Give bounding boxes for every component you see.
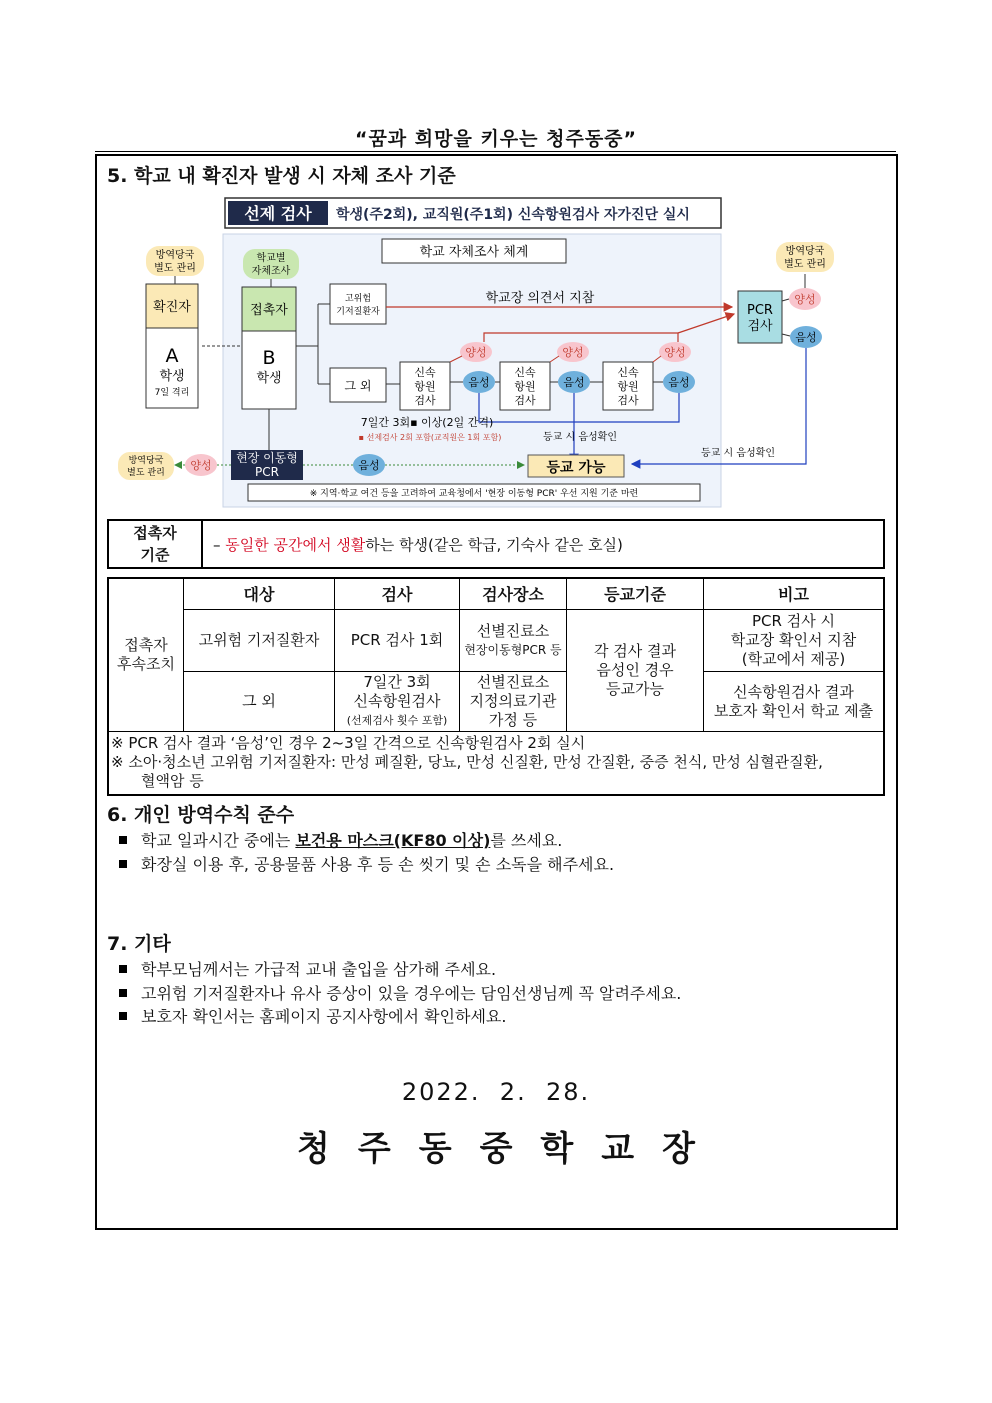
svg-text:고위험: 고위험: [344, 294, 372, 304]
a-student: 학생: [159, 369, 185, 384]
banner-tag: 선제 검사: [244, 204, 312, 223]
school-slogan: “꿈과 희망을 키우는 청주동중”: [354, 128, 638, 150]
section7-bullet-2: 고위험 기저질환자나 유사 증상이 있을 경우에는 담임선생님께 꼭 알려주세요.: [119, 981, 681, 1004]
svg-text:학교별: 학교별: [256, 253, 286, 264]
confirmed-label: 확진자: [153, 300, 191, 315]
criteria-highlight: 동일한 공간에서 생활: [225, 535, 366, 554]
negative-2: 음성: [563, 376, 585, 389]
svg-text:신속: 신속: [617, 366, 639, 379]
svg-text:별도 관리: 별도 관리: [784, 259, 826, 270]
svg-text:자체조사: 자체조사: [251, 266, 291, 277]
seven-days: 7일간 3회▪ 이상(2일 간격): [360, 416, 494, 429]
left-health-l1: 방역당국: [155, 250, 195, 261]
left-health-l2: 별도 관리: [154, 263, 196, 274]
header-target: 대상: [184, 578, 335, 610]
r2-target: 그 외: [184, 672, 335, 732]
section5-title: 5. 학교 내 확진자 발생 시 자체 조사 기준: [107, 165, 456, 187]
contact-criteria-label: 접촉자 기준: [108, 520, 202, 568]
svg-text:별도 관리: 별도 관리: [127, 468, 165, 478]
followup-table: [107, 577, 885, 796]
svg-text:기저질환자: 기저질환자: [336, 307, 380, 317]
header-place: 검사장소: [460, 578, 567, 610]
header-note: 비고: [704, 578, 885, 610]
negative-3: 음성: [668, 376, 690, 389]
a-isolation: 7일 격리: [154, 388, 190, 398]
bullet-square-icon: [119, 1012, 127, 1020]
r2-test: 7일간 3회 신속항원검사 (선제검사 횟수 포함): [335, 672, 460, 732]
r2-place: 선별진료소 지정의료기관 가정 등: [460, 672, 567, 732]
r2-note: 신속항원검사 결과 보호자 확인서 학교 제출: [704, 672, 885, 732]
principal-signature: 청주동중학교장: [297, 1129, 723, 1169]
svg-text:검사: 검사: [617, 394, 639, 407]
svg-text:항원: 항원: [514, 380, 536, 393]
attend-ok: 등교 가능: [546, 460, 606, 476]
preemptive-test-banner: [225, 198, 721, 228]
header-criteria: 등교기준: [567, 578, 704, 610]
self-investigation-diagram: [112, 194, 842, 516]
header-test: 검사: [335, 578, 460, 610]
svg-text:음성: 음성: [795, 331, 817, 344]
svg-text:PCR: PCR: [255, 465, 279, 479]
header-rule: [95, 151, 896, 152]
rapid-test-3: [603, 362, 653, 410]
b-letter: B: [262, 347, 276, 369]
figure-footnote: ※ 지역·학교 여건 등을 고려하여 교육청에서 '현장 이동형 PCR' 우선 지원 기준 마련: [309, 489, 639, 499]
svg-text:신속: 신속: [414, 366, 436, 379]
svg-text:방역당국: 방역당국: [128, 456, 164, 466]
bullet-square-icon: [119, 989, 127, 997]
svg-text:항원: 항원: [414, 380, 436, 393]
banner-text: 학생(주2회), 교직원(주1회) 신속항원검사 자가진단 실시: [336, 207, 690, 223]
b-student: 학생: [256, 371, 282, 386]
r1-note: PCR 검사 시 학교장 확인서 지참 (학교에서 제공): [704, 610, 885, 672]
svg-text:양성: 양성: [465, 346, 487, 359]
svg-text:검사: 검사: [414, 394, 436, 407]
rapid-test-2: [500, 362, 550, 410]
a-letter: A: [165, 345, 179, 367]
section7-bullet-3: 보호자 확인서는 홈페이지 공지사항에서 확인하세요.: [119, 1004, 506, 1027]
r-criteria: 각 검사 결과 음성인 경우 등교가능: [567, 610, 704, 732]
svg-text:양성: 양성: [664, 346, 686, 359]
others-label: 그 외: [344, 379, 372, 393]
r1-test: PCR 검사 1회: [335, 610, 460, 672]
negative-1: 음성: [468, 376, 490, 389]
system-title: 학교 자체조사 체계: [419, 245, 529, 260]
bullet-square-icon: [119, 965, 127, 973]
principal-note: 학교장 의견서 지참: [485, 291, 595, 306]
svg-text:양성: 양성: [190, 459, 212, 472]
svg-text:양성: 양성: [562, 346, 584, 359]
svg-text:항원: 항원: [617, 380, 639, 393]
svg-text:양성: 양성: [794, 293, 816, 306]
r1-place: 선별진료소 현장이동형PCR 등: [460, 610, 567, 672]
svg-text:신속: 신속: [514, 366, 536, 379]
confirm-negative-1: 등교 시 음성확인: [543, 432, 617, 443]
svg-text:현장 이동형: 현장 이동형: [236, 451, 298, 465]
rapid-test-1: [400, 362, 450, 410]
svg-text:음성: 음성: [358, 459, 380, 472]
followup-row-label: 접촉자 후속조치: [108, 578, 184, 732]
section6-bullet-2: 화장실 이용 후, 공용물품 사용 후 등 손 씻기 및 손 소독을 해주세요.: [119, 852, 614, 875]
svg-text:검사: 검사: [514, 394, 536, 407]
bullet-square-icon: [119, 860, 127, 868]
r1-target: 고위험 기저질환자: [184, 610, 335, 672]
bullet-square-icon: [119, 836, 127, 844]
svg-text:방역당국: 방역당국: [785, 246, 825, 257]
section7-bullet-1: 학부모님께서는 가급적 교내 출입을 삼가해 주세요.: [119, 957, 496, 980]
svg-text:검사: 검사: [747, 319, 773, 334]
preemptive-included: ▪ 선제검사 2회 포함(교직원은 1회 포함): [358, 433, 502, 442]
contact-criteria-text: – 동일한 공간에서 생활하는 학생(같은 학급, 기숙사 같은 호실): [202, 520, 884, 568]
contact-criteria-box: [107, 519, 885, 569]
table-notes: ※ PCR 검사 결과 ‘음성’인 경우 2~3일 간격으로 신속항원검사 2회 실시 ※ 소아·청소년 고위험 기저질환자: 만성 폐질환, 당뇨, 만성 신질환, 만성 간질환, 중증 천식, 만성 심혈관질환, 혈액암 등: [108, 732, 884, 796]
contact-label: 접촉자: [250, 303, 288, 318]
svg-text:PCR: PCR: [747, 303, 773, 318]
section6-bullet-1: 학교 일과시간 중에는 보건용 마스크(KF80 이상)를 쓰세요.: [119, 828, 562, 851]
section7-title: 7. 기타: [107, 933, 171, 955]
confirm-negative-2: 등교 시 음성확인: [701, 448, 775, 459]
section6-title: 6. 개인 방역수칙 준수: [107, 804, 295, 826]
issue-date: 2022. 2. 28.: [401, 1078, 591, 1106]
